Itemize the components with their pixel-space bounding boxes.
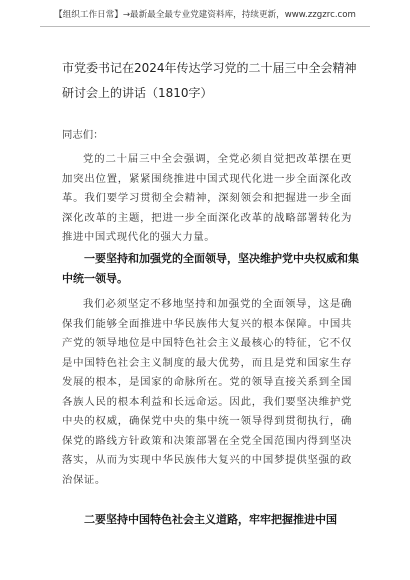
intro-paragraph: 党的二十届三中全会强调，全党必须自觉把改革摆在更加突出位置，紧紧围绕推进中国式现代化进一步全面深化改革。我们要学习贯彻全会精神，深刻领会和把握进一步全面深化改革的主题，把进一步全面深化改革的战略部署转化为推进中国式现代化的强大力量。 (62, 153, 352, 243)
salutation: 同志们： (62, 129, 104, 141)
section-paragraph-1: 我们必须坚定不移地坚持和加强党的全面领导，这是确保我们能够全面推进中华民族伟大复兴的根本保障。中国共产党的领导地位是中国特色社会主义最核心的特征，它不仅是中国特色社会主义制度的最大优势，而且是党和国家生存发展的根本，是国家的命脉所在。党的领导直接关系到全国各族人民的根本利益和长远命运。因此，我们要坚决维护党中央的权威，确保党中央的集中统一领导得到贯彻执行，确保党的路线方针政策和决策部署在全党全国范围内得到坚决落实，从而为实现中华民族伟大复兴的中国梦提供坚强的政治保证。 (62, 298, 352, 486)
section-heading-2: 二要坚持中国特色社会主义道路，牢牢把握推进中国 (84, 513, 337, 526)
document-title: 市党委书记在2024年传达学习党的二十届三中全会精神研讨会上的讲话（1810字） (62, 61, 357, 100)
header-divider (40, 26, 370, 27)
header-banner: 【组织工作日常】→最新最全最专业党建资料库，持续更新，www.zzgzrc.com (54, 10, 356, 20)
section-heading-1: 一要坚持和加强党的全面领导，坚决维护党中央权威和集中统一领导。 (62, 252, 359, 285)
